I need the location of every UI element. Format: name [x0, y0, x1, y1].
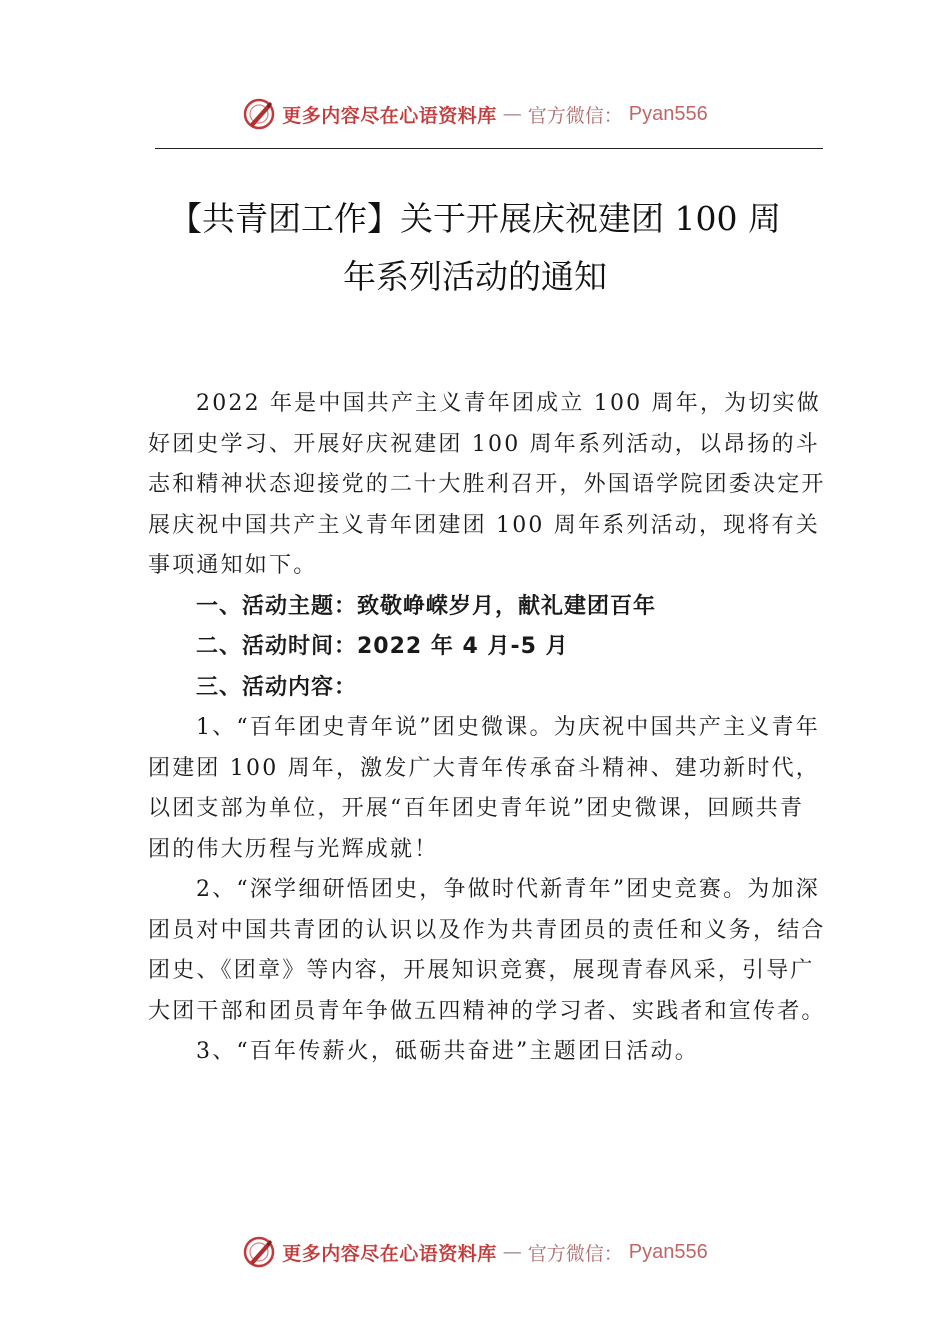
document-body — [148, 384, 828, 1073]
banner-dash: — — [502, 103, 522, 125]
content-item-3: 3、“百年传薪火，砥砺共奋进”主题团日活动。 — [196, 1039, 699, 1064]
header-divider — [155, 148, 823, 149]
content-item-1: 1、“百年团史青年说”团史微课。为庆祝中国共产主义青年团建团 100 周年，激发广大青年传承奋斗精神、建功新时代，以团支部为单位，开展“百年团史青年说”团史微课，回顾共青团的伟大历程与光辉成就！ — [148, 715, 820, 862]
footer-banner — [0, 1232, 950, 1272]
banner-wechat-id: Pyan556 — [628, 102, 708, 125]
title-line-2: 年系列活动的通知 — [343, 257, 607, 296]
intro-paragraph: 2022 年是中国共产主义青年团成立 100 周年，为切实做好团史学习、开展好庆祝建团 100 周年系列活动，以昂扬的斗志和精神状态迎接党的二十大胜利召开，外国语学院团委决定开展庆祝中国共产主义青年团建团 100 周年系列活动，现将有关事项通知如下。 — [148, 391, 826, 578]
content-item-2: 2、“深学细研悟团史，争做时代新青年”团史竞赛。为加深团员对中国共青团的认识以及作为共青团员的责任和义务，结合团史、《团章》等内容，开展知识竞赛，展现青春风采，引导广大团干部和团员青年争做五四精神的学习者、实践者和宣传者。 — [148, 877, 826, 1024]
section-heading-theme: 一、活动主题：致敬峥嵘岁月，献礼建团百年 — [196, 593, 657, 619]
footer-brand: 更多内容尽在心语资料库 — [282, 1242, 497, 1265]
section-heading-time: 二、活动时间：2022 年 4 月-5 月 — [196, 634, 569, 659]
header-banner — [0, 94, 950, 134]
title-line-1: 【共青团工作】关于开展庆祝建团 100 周 — [169, 199, 781, 238]
document-title — [120, 190, 830, 306]
footer-wechat-label: 官方微信： — [527, 1242, 623, 1265]
banner-wechat-label: 官方微信： — [527, 104, 623, 127]
footer-dash: — — [502, 1241, 522, 1263]
section-heading-content: 三、活动内容： — [196, 674, 358, 700]
pen-circle-logo-icon — [242, 1235, 276, 1269]
banner-brand: 更多内容尽在心语资料库 — [282, 104, 497, 127]
footer-wechat-id: Pyan556 — [628, 1240, 708, 1263]
pen-circle-logo-icon — [242, 97, 276, 131]
